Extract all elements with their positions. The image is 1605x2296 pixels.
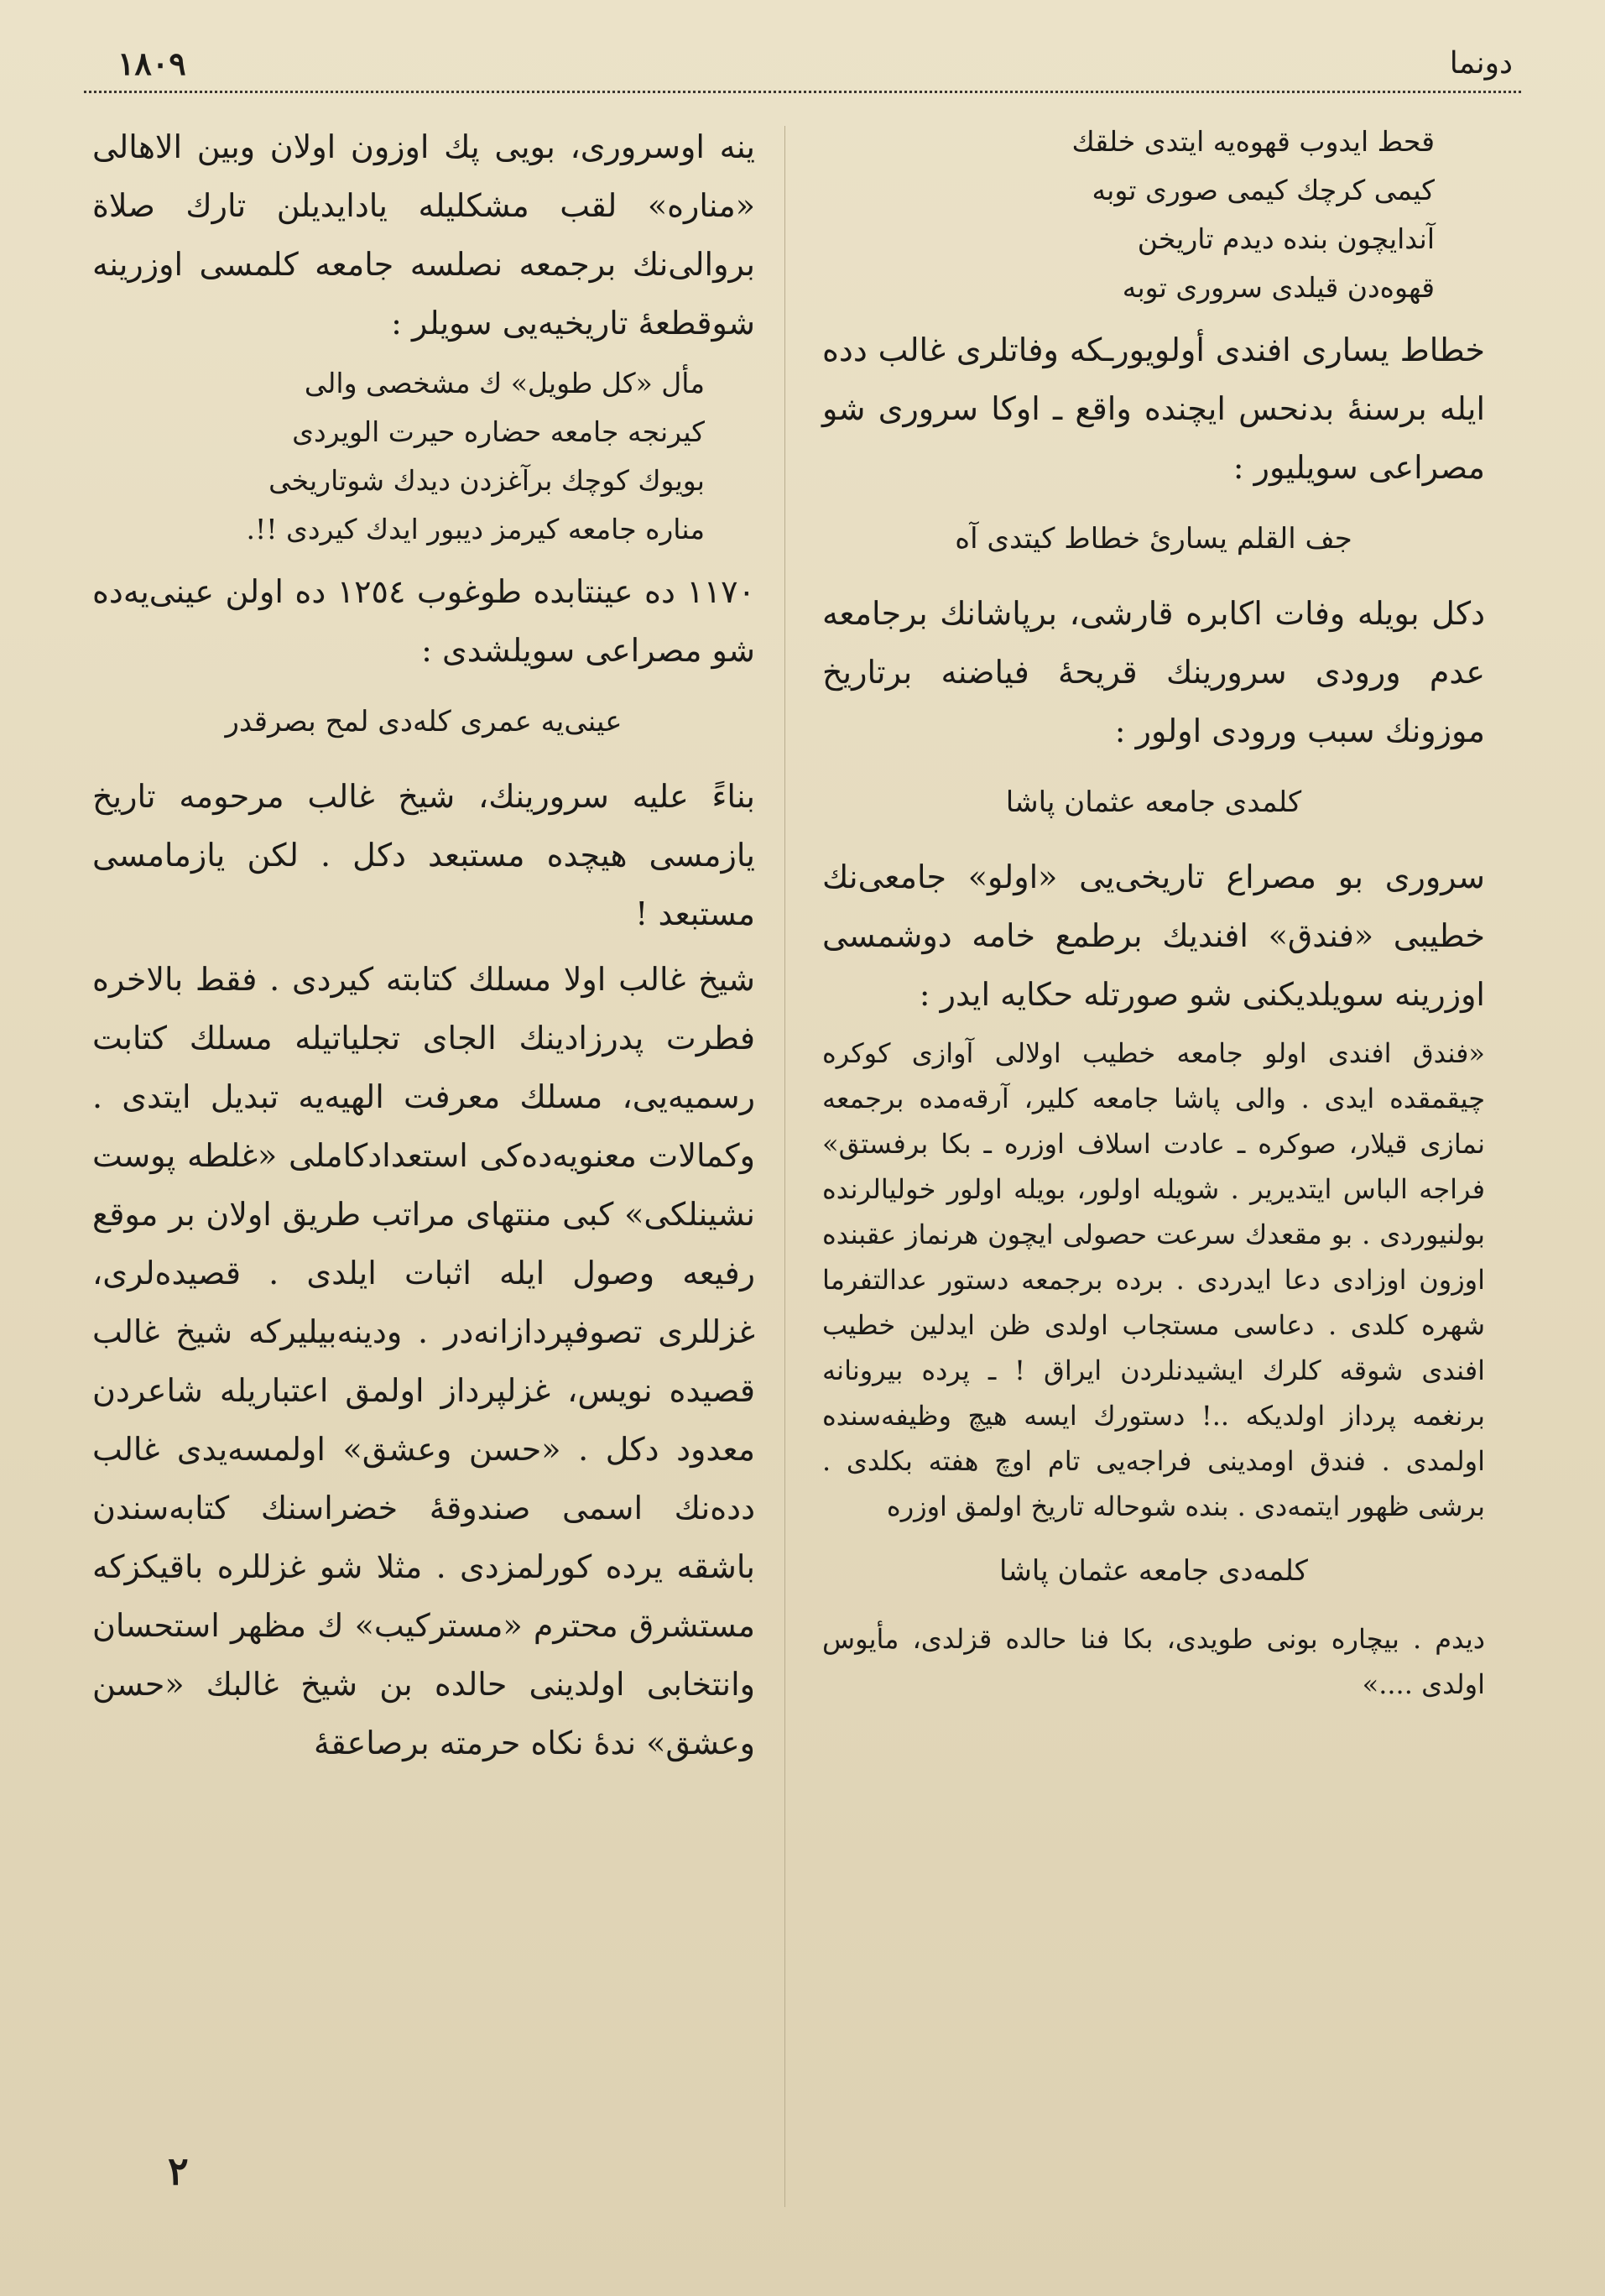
verse-line: جف القلم يسارىٔ خطاط كيتدى آه — [955, 522, 1352, 556]
paragraph: ينه اوسرورى، بويى پك اوزون اولان وبين الاهالى «مناره» لقب مشكليله يادايديلن تارك صلاة بروالى‌نك برجمعه نصلسه جامعه كلمسى اوزرينه شوقطعهٔ تاريخيه‌يى سويلر : — [92, 128, 755, 342]
paragraph: ١١٧٠ ده عينتابده طوغوب ١٢٥٤ ده اولن عينى‌يه‌ده شو مصراعى سويلشدى : — [92, 573, 755, 669]
paragraph: شيخ غالب اولا مسلك كتابته كيردى . فقط بالاخره فطرت پدرزادينك الجاى تجلياتيله مسلك كتابت رسميه‌يى، مسلك معرفت الهيه‌يه تبديل ايتدى . وكمالات معنويه‌ده‌كى استعدادكاملى «غلطه پوست نشينلكى» كبى منتهاى مراتب طريق اولان بر موقع رفيعه وصول ايله اثبات ايلدى . قصيده‌لرى، غزللرى تصوفپردازانه‌در . ودينه‌بيليركه شيخ غالب قصيده نويس، غزلپرداز اولمق اعتباريله شاعردن معدود دكل . «حسن وعشق» اولمسه‌يدى غالب دده‌نك اسمى صندوقهٔ خضراسنك كتابه‌سندن باشقه يرده كورلمزدى . مثلا شو غزللره باقيكزكه مستشرق محترم «مستركيب» ك مظهر استحسان وانتخابى اولدينى حالده بن شيخ غالبك «حسن وعشق» ندهٔ نكاه حرمته برصاعقهٔ — [92, 961, 755, 1761]
paragraph: بناءً عليه سرورينك، شيخ غالب مرحومه تاريخ يازمسى هيچده مستبعد دكل . لكن يازمامسى مستبعد ! — [92, 778, 755, 932]
verse-block — [856, 117, 1435, 312]
journal-title: دونما — [1449, 45, 1513, 81]
quoted-story: «فندق افندى اولو جامعه خطيب اولالى آوازى كوكره چيقمقده ايدى . والى پاشا جامعه كلير، آرقه‌مده برجمعه نمازى قيلار، صوكره ـ عادت اسلاف اوزره ـ بكا برفستق» فراجه الباس ايتديرير . شويله اولور، بويله اولور خوليالرنده بولنيوردى . بو مقعدك سرعت حصولى ايچون هرنماز عقبنده اوزون اوزادى دعا ايدردى . برده برجمعه دستور عدالتفرما شهره كلدى . دعاسى مستجاب اولدى ظن ايدلين خطيب افندى شوقه كلرك ايشيدنلردن ايراق ! ـ پرده بيرونانه برنغمه پرداز اولديكه ..! دستورك ايسه هيچ وظيفه‌سنده اولمدى . فندق اومدينى فراجه‌يى تام اوچ هفته بكلدى . برشى ظهور ايتمه‌دى . بنده شوحاله تاريخ اولمق اوزره — [822, 1037, 1485, 1522]
right-column — [822, 117, 1485, 1714]
left-column — [92, 117, 755, 1779]
verse-line: مناره جامعه كيرمز ديبور ايدك كيردى !!. — [246, 513, 705, 545]
verse-line: كلمه‌دى جامعه عثمان پاشا — [999, 1554, 1308, 1588]
verse-line: مأل «كل طويل» ك مشخصى والى — [304, 367, 705, 399]
column-divider — [784, 126, 785, 2207]
verse-line: عينى‌يه عمرى كله‌دى لمح بصرقدر — [225, 705, 623, 738]
verse-line: قحط ايدوب قهوه‌يه ايتدى خلقك — [1071, 125, 1435, 158]
signature-mark: ٢ — [168, 2148, 189, 2194]
paragraph: سرورى بو مصراع تاريخى‌يى «اولو» جامعى‌نك خطيبى «فندق» افنديك برطمع خامه دوشمسى اوزرينه سويلديكنى شو صورتله حكايه ايدر : — [822, 858, 1485, 1013]
page-number: ١٨٠٩ — [117, 44, 186, 82]
verse-line: بويوك كوچك برآغزدن ديدك شوتاريخى — [268, 464, 705, 497]
paragraph: ديدم . بيچاره بونى طويدى، بكا فنا حالده قزلدى، مأيوس اولدى ....» — [822, 1623, 1485, 1700]
verse-line: كيرنجه جامعه حضاره حيرت الويردى — [292, 415, 705, 448]
verse-line: كيمى كرچك كيمى صورى توبه — [1092, 174, 1435, 206]
paragraph: دكل بويله وفات اكابره قارشى، برپاشانك برجامعه عدم ورودى سرورينك قريحهٔ فياضنه برتاريخ موزونك سبب ورودى اولور : — [822, 595, 1485, 749]
verse-line: قهوه‌دن قيلدى سرورى توبه — [1122, 271, 1435, 304]
header-dotted-rule — [84, 91, 1521, 93]
verse-line: آندايچون بنده ديدم تاريخن — [1137, 222, 1435, 255]
verse-block — [126, 359, 705, 554]
paragraph: خطاط يسارى افندى أولويورـكه وفاتلرى غالب دده ايله برسنهٔ بدنحس ايچنده واقع ـ اوكا سرورى شو مصراعى سويليور : — [822, 331, 1485, 486]
verse-line: كلمدى جامعه عثمان پاشا — [1005, 785, 1302, 819]
page-header — [117, 34, 1513, 92]
